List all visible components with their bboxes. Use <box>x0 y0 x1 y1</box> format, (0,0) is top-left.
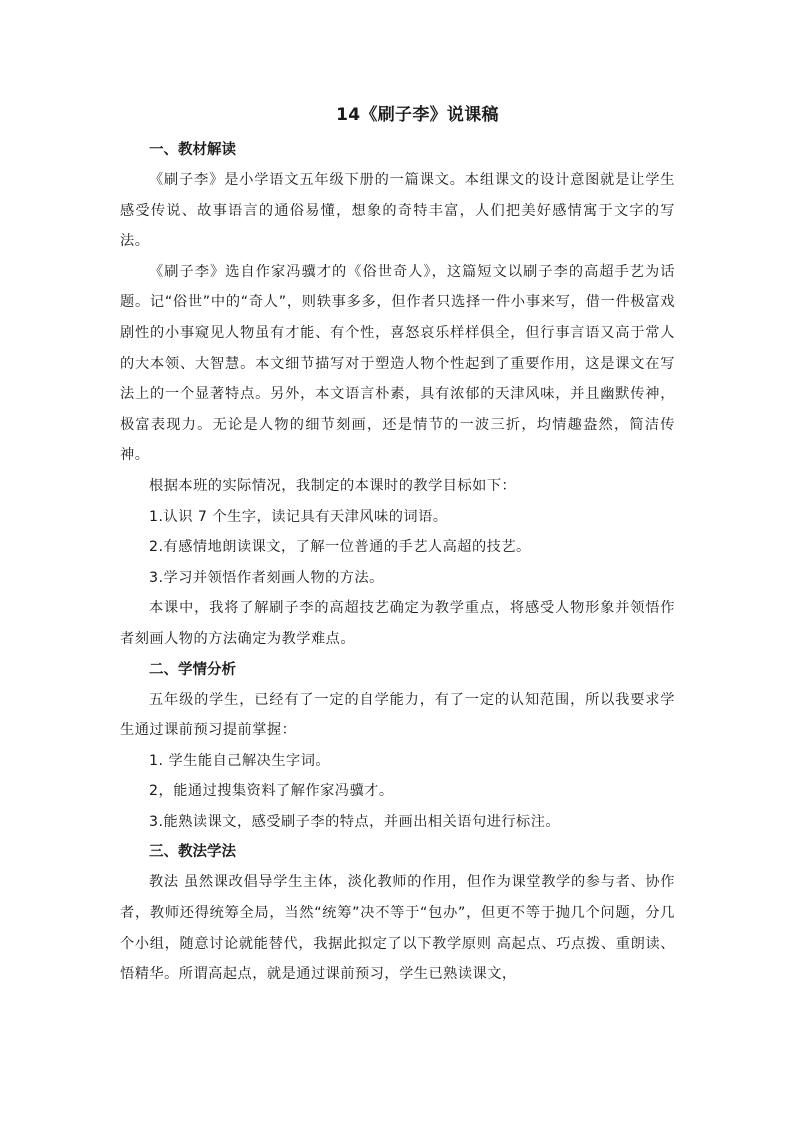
section-heading-methods: 三、教法学法 <box>149 844 236 861</box>
paragraph-methods: 教法 虽然课改倡导学生主体，淡化教师的作用，但作为课堂教学的参与者、协作者，教师还得统筹全局，当然“统筹”决不等于“包办”，但更不等于抛几个问题，分几个小组，随意讨论就能替代，我据此拟定了以下教学原则 高起点、巧点拨、重朗读、悟精华。所谓高起点，就是通过课前预习，学生已熟读课文， <box>120 874 675 983</box>
paragraph-student-intro: 五年级的学生，已经有了一定的自学能力，有了一定的认知范围，所以我要求学生通过课前预习提前掌握： <box>120 691 675 739</box>
section-heading-textbook: 一、教材解读 <box>149 142 236 158</box>
paragraph-goals-intro: 根据本班的实际情况，我制定的本课时的教学目标如下： <box>149 477 517 494</box>
goal-item: 2.有感情地朗读课文，了解一位普通的手艺人高超的技艺。 <box>149 539 531 556</box>
goal-item: 1.认识 7 个生字，读记具有天津风味的词语。 <box>149 508 448 525</box>
document-page <box>120 100 675 990</box>
student-item: 1. 学生能自己解决生字词。 <box>149 752 331 769</box>
student-item: 2，能通过搜集资料了解作家冯骥才。 <box>149 783 394 800</box>
goal-item: 3.学习并领悟作者刻画人物的方法。 <box>149 569 384 586</box>
paragraph-source: 《刷子李》选自作家冯骥才的《俗世奇人》，这篇短文以刷子李的高超手艺为话题。记“俗世”中的“奇人”，则轶事多多，但作者只选择一件小事来写，借一件极富戏剧性的小事窥见人物虽有才能、有个性，喜怒哀乐样样俱全，但行事言语又高于常人的大本领、大智慧。本文细节描写对于塑造人物个性起到了重要作用，这是课文在写法上的一个显著特点。另外，本文语言朴素，具有浓郁的天津风味，并且幽默传神，极富表现力。无论是人物的细节刻画，还是情节的一波三折，均情趣盎然，简洁传神。 <box>120 263 675 464</box>
paragraph-intro: 《刷子李》是小学语文五年级下册的一篇课文。本组课文的设计意图就是让学生感受传说、故事语言的通俗易懂，想象的奇特丰富，人们把美好感情寓于文字的写法。 <box>120 172 675 250</box>
student-item: 3.能熟读课文，感受刷子李的特点，并画出相关语句进行标注。 <box>149 813 561 830</box>
section-heading-student-analysis: 二、学情分析 <box>149 661 236 678</box>
document-title: 14《刷子李》说课稿 <box>336 105 499 125</box>
paragraph-key-points: 本课中，我将了解刷子李的高超技艺确定为教学重点，将感受人物形象并领悟作者刻画人物的方法确定为教学难点。 <box>120 600 675 647</box>
